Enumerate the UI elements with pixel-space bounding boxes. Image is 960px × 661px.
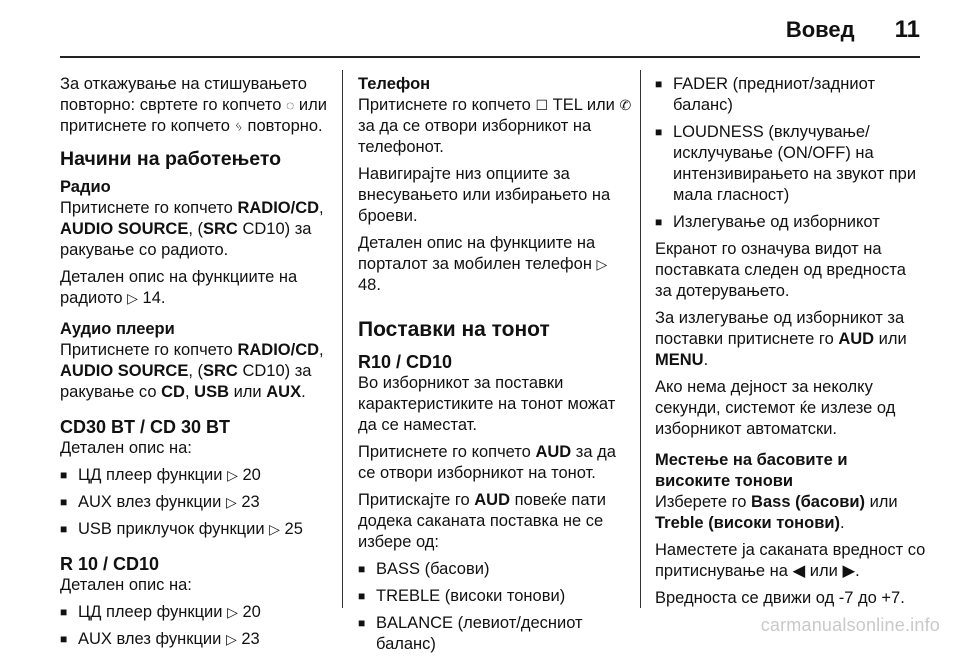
- list-item: ■ TREBLE (високи тонови): [358, 586, 634, 607]
- section-title: Вовед: [785, 17, 855, 42]
- page-ref-arrow-icon: ▷: [227, 604, 238, 620]
- column-3: [655, 74, 927, 615]
- column-divider-2: [640, 70, 641, 608]
- phone-paragraph: Притиснете го копчето ☐ TEL или ✆ за да се отвори изборникот на телефонот.: [358, 96, 632, 156]
- column-2: [358, 74, 634, 661]
- page-ref-arrow-icon: ▷: [269, 521, 280, 537]
- page-ref-arrow-icon: ▷: [127, 290, 138, 306]
- r10-heading: R 10 / CD10: [60, 554, 160, 574]
- operation-heading: Начини на работењето: [60, 148, 282, 170]
- phone-icon: ☐: [535, 97, 549, 113]
- list-item: ■ Излегување од изборникот: [655, 212, 927, 233]
- exit-paragraph: За излегување од изборникот за поставки притиснете го AUD или MENU.: [655, 309, 907, 369]
- right-arrow-icon: ▶: [842, 562, 856, 580]
- list-item: ■ BALANCE (левиот/десниот баланс): [358, 613, 634, 655]
- cd30-heading: CD30 BT / CD 30 BT: [60, 417, 231, 437]
- page-header: [786, 16, 920, 44]
- list-item: ■ ЦД плеер функции ▷ 20: [60, 465, 332, 486]
- display-paragraph: Екранот го означува видот на поставката следен од вредноста за дотерувањето.: [655, 240, 906, 300]
- page-ref-arrow-icon: ▷: [227, 467, 238, 483]
- phone-navigate: Навигирајте низ опциите за внесувањето или избирањето на броеви.: [358, 165, 611, 225]
- page-ref-arrow-icon: ▷: [225, 631, 237, 647]
- page-ref-arrow-icon: ▷: [225, 494, 237, 510]
- tone-heading: Поставки на тонот: [358, 318, 550, 341]
- bass-treble-heading: Местење на басовите и високите тонови: [655, 451, 848, 490]
- page-number: 11: [894, 16, 920, 43]
- knob-icon: ◌: [285, 97, 295, 113]
- call-icon: ✆: [619, 97, 632, 113]
- unmute-paragraph: За откажување на стишувањето повторно: свртете го копчето ◌ или притиснете го копчето ᛃ повторно.: [60, 75, 327, 135]
- list-item: ■ LOUDNESS (вклучување/ исклучување (ON/OFF) на интензивирањето на звукот при мала гласност): [655, 122, 927, 206]
- audio-paragraph: Притиснете го копчето RADIO/CD, AUDIO SOURCE, (SRC CD10) за ракување со CD, USB или AUX.: [60, 341, 324, 401]
- radio-heading: Радио: [60, 178, 111, 196]
- timeout-paragraph: Ако нема дејност за неколку секунди, системот ќе излезе од изборникот автоматски.: [655, 378, 896, 438]
- left-arrow-icon: ◀: [792, 562, 806, 580]
- range-paragraph: Вредноста се движи од -7 до +7.: [655, 589, 905, 607]
- adjust-paragraph: Наместете ја саканата вредност со притиснување на ◀ или ▶.: [655, 541, 926, 580]
- list-item: ■ AUX влез функции ▷ 23: [60, 629, 332, 650]
- tone-repeat: Притискајте го AUD повеќе пати додека саканата поставка не се избере од:: [358, 491, 606, 551]
- list-item: ■ AUX влез функции ▷ 23: [60, 492, 332, 513]
- header-rule: [60, 56, 920, 58]
- radio-paragraph: Притиснете го копчето RADIO/CD, AUDIO SOURCE, (SRC CD10) за ракување со радиото.: [60, 199, 324, 259]
- tone-intro: Во изборникот за поставки карактеристиките на тонот можат да се наместат.: [358, 374, 616, 434]
- list-item: ■ BASS (басови): [358, 559, 634, 580]
- bass-treble-paragraph: Изберете го Bass (басови) или Treble (високи тонови).: [655, 493, 898, 532]
- column-1: [60, 74, 332, 656]
- list-item: ■ ЦД плеер функции ▷ 20: [60, 602, 332, 623]
- audio-heading: Аудио плеери: [60, 320, 175, 338]
- watermark: carmanualsonline.info: [760, 615, 940, 635]
- r10cd10-heading: R10 / CD10: [358, 352, 453, 372]
- cd30-desc: Детален опис на:: [60, 439, 192, 457]
- tone-open: Притиснете го копчето AUD за да се отвори изборникот на тонот.: [358, 443, 616, 482]
- radio-detail: Детален опис на функциите на радиото ▷ 14.: [60, 268, 298, 307]
- phone-heading: Телефон: [358, 75, 431, 93]
- list-item: ■ USB приклучок функции ▷ 25: [60, 519, 332, 540]
- mute-icon: ᛃ: [234, 118, 243, 134]
- page-ref-arrow-icon: ▷: [596, 256, 608, 272]
- list-item: ■ FADER (предниот/задниот баланс): [655, 74, 927, 116]
- phone-detail: Детален опис на функциите на порталот за мобилен телефон ▷ 48.: [358, 234, 608, 294]
- column-divider-1: [342, 70, 343, 608]
- r10-desc: Детален опис на:: [60, 576, 192, 594]
